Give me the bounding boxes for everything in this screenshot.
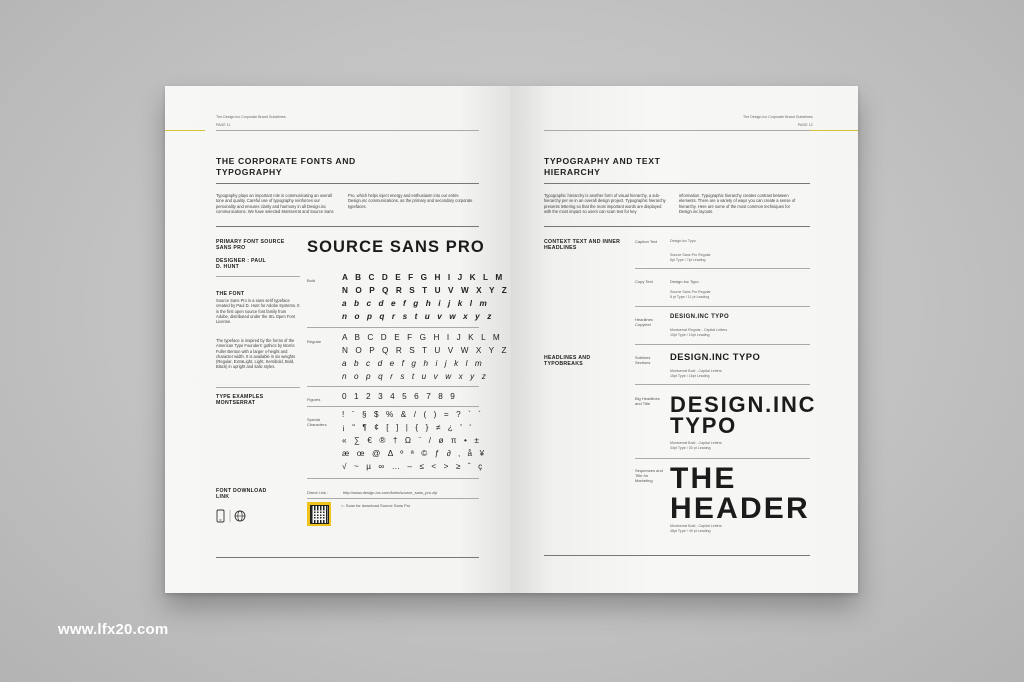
glyph-rule-1 — [307, 327, 479, 328]
row-6-label: Sequences and Title for Marketing — [635, 468, 663, 483]
phone-web-icon — [216, 509, 252, 523]
row-3-sample: DESIGN.INC TYPO — [670, 314, 730, 320]
row-4-sample: DESIGN.INC TYPO — [670, 351, 761, 362]
row-4-rule — [635, 384, 810, 385]
the-font-p1: Source Sans Pro is a sans serif typeface created by Paul D. Hunt for Adobe Systems. It is the first open source font family from Adobe, distributed under the SIL Open Font License. — [216, 298, 300, 325]
intro-col-1: Typography plays an important role in communicating an overall tone and quality. Careful use of typography reinforces our personality and ensures clarity and harmony in all Design.inc communications. We have selected Montserrat and Source Sans — [216, 193, 334, 214]
row-4-spec-2: 16pt Type / 16pt Leading — [670, 374, 710, 378]
designer-label: DESIGNER : PAUL D. HUNT — [216, 258, 266, 271]
the-font-p2: The typeface is inspired by the forms of the American Type Founders' gothics by Morris Fuller Benton with a larger x-height and character width. It is available in six weights (Regular, ExtraLight, Light, Semibold, Bold, Black) in upright and italic styles. — [216, 338, 296, 370]
link-rule — [307, 498, 479, 499]
row-2-rule — [635, 306, 810, 307]
row-3-spec-2: 10pt Type / 10pt Leading — [670, 333, 710, 337]
row-1-label: Caption Text — [635, 239, 658, 244]
left-col-rule-2 — [216, 387, 300, 388]
the-font-heading: THE FONT — [216, 291, 245, 297]
row-2-spec-1: Source Sans Pro Regular — [670, 290, 711, 294]
row-2-sample: Design.Inc Typo — [670, 279, 699, 284]
title-rule — [216, 183, 479, 184]
glyph-rule-4 — [307, 478, 479, 479]
regular-upper-1: A B C D E F G H I J K L M — [342, 333, 503, 342]
direct-link-label: Direct Link : — [307, 490, 329, 495]
bold-lower-1: a b c d e f g h i j k l m — [342, 299, 490, 308]
special-label: Special Characters — [307, 417, 327, 427]
row-1-rule — [635, 268, 810, 269]
row-3-spec-1: Montserrat Regular - Capital Letters — [670, 328, 728, 332]
page-title: THE CORPORATE FONTS AND TYPOGRAPHY — [216, 156, 356, 177]
running-header-right: The Design.Inc Corporate Brand Guidelines — [743, 115, 813, 119]
left-col-rule — [216, 276, 300, 277]
page-number-left: PAGE 11 — [216, 123, 231, 127]
type-examples-label: TYPE EXAMPLES MONTSERRAT — [216, 394, 264, 407]
right-page — [511, 86, 858, 593]
row-6-sample: THE HEADER — [670, 462, 810, 525]
page-title-right: TYPOGRAPHY AND TEXT HIERARCHY — [544, 156, 661, 177]
row-3-rule — [635, 344, 810, 345]
running-header-left: The Design.Inc Corporate Brand Guidelines — [216, 115, 286, 119]
direct-link-url[interactable]: http://www.design-inc.com/fonts/source_sans_pro.zip — [343, 490, 438, 495]
accent-line-right — [810, 130, 858, 131]
intro-col-2-right: information. Typographic hierarchy creates contrast between elements. There are a variety of ways you can create a sense of hierarchy. Here are some of the most common techniques for Design.inc layouts. — [679, 193, 796, 214]
intro-col-2: Pro, which helps inject energy and enthusiasm into our entire Design.inc communications, as the primary and secondary corporate typefaces. — [348, 193, 473, 209]
row-5-sample: DESIGN.INC TYPO — [670, 392, 817, 438]
row-5-rule — [635, 458, 810, 459]
row-5-spec-2: 34pt Type / 30 pt Leading — [670, 446, 711, 450]
download-label: FONT DOWNLOAD LINK — [216, 488, 267, 501]
intro-rule-right — [544, 226, 810, 227]
header-rule — [216, 130, 479, 131]
row-4-label: Sublines Sections — [635, 355, 651, 365]
row-4-spec-1: Montserrat Bold - Capital Letters — [670, 369, 722, 373]
row-2-label: Copy Text — [635, 279, 653, 284]
regular-lower-2: n o p q r s t u v w x y z — [342, 372, 489, 381]
row-1-spec-1: Source Sans Pro Regular — [670, 253, 711, 257]
row-5-spec-1: Montserrat Bold - Capital Letters — [670, 441, 722, 445]
left-page — [165, 86, 511, 593]
glyph-rule-2 — [307, 386, 479, 387]
watermark: www.lfx20.com — [58, 621, 169, 638]
row-6-spec-1: Montserrat Bold - Capital Letters — [670, 524, 722, 528]
special-row-5: √ ~ µ ∞ … – ≤ < > ≥ ˆ ç — [342, 462, 485, 471]
regular-upper-2: N O P Q R S T U V W X Y Z — [342, 346, 510, 355]
special-row-1: ! ¨ § $ % & / ( ) = ? ` ´ — [342, 410, 484, 419]
row-1-sample: Design.Inc Typo — [670, 239, 696, 243]
row-3-label: Headlines Copytext — [635, 317, 653, 327]
qr-code-pattern — [311, 506, 328, 523]
regular-label: Regular — [307, 339, 322, 344]
intro-rule — [216, 226, 479, 227]
bold-upper-2: N O P Q R S T U V W X Y Z — [342, 286, 510, 295]
row-5-label: Big Headlines and Title — [635, 396, 660, 406]
intro-col-1-right: Typographic hierarchy is another form of visual hierarchy, a sub-hierarchy per se in an overall design project. Typographic hierarchy presents lettering so that the most important words are displayed with the most impact so users can scan text for key — [544, 193, 666, 214]
qr-code[interactable] — [307, 502, 331, 526]
headlines-label: HEADLINES AND TYPOBREAKS — [544, 355, 591, 368]
accent-line — [165, 130, 205, 131]
brochure-spread — [165, 86, 858, 593]
row-2-spec-2: 8 pt Type / 11 pt Leading — [670, 295, 710, 299]
font-name-display: SOURCE SANS PRO — [307, 238, 485, 256]
primary-font-label: PRIMARY FONT SOURCE SANS PRO — [216, 239, 285, 252]
bold-upper-1: A B C D E F G H I J K L M — [342, 273, 505, 282]
row-6-spec-2: 48pt Type / 49 pt Leading — [670, 529, 711, 533]
title-rule-right — [544, 183, 810, 184]
special-row-4: æ œ @ Δ º ª © ƒ ∂ ‚ å ¥ — [342, 449, 487, 458]
bold-lower-2: n o p q r s t u v w x y z — [342, 312, 494, 321]
special-row-3: « ∑ € ® † Ω ¨ / ø π • ± — [342, 436, 482, 445]
bold-label: Bold — [307, 278, 316, 283]
page-number-right: PAGE 12 — [798, 123, 813, 127]
regular-lower-1: a b c d e f g h i j k l m — [342, 359, 485, 368]
scan-text: <- Scan for download Source Sans Pro — [341, 503, 411, 508]
special-row-2: ¡ “ ¶ ¢ [ ] | { } ≠ ¿ ' ‘ — [342, 423, 474, 432]
context-label: CONTEXT TEXT AND INNER HEADLINES — [544, 239, 621, 252]
row-1-spec-2: 6pt Type / 7pt Leading — [670, 258, 706, 262]
glyph-rule-3 — [307, 406, 479, 407]
header-rule-right — [544, 130, 810, 131]
figures-row: 0 1 2 3 4 5 6 7 8 9 — [342, 392, 458, 401]
figures-label: Figures — [307, 397, 321, 402]
footer-rule — [216, 557, 479, 558]
footer-rule-right — [544, 555, 810, 556]
